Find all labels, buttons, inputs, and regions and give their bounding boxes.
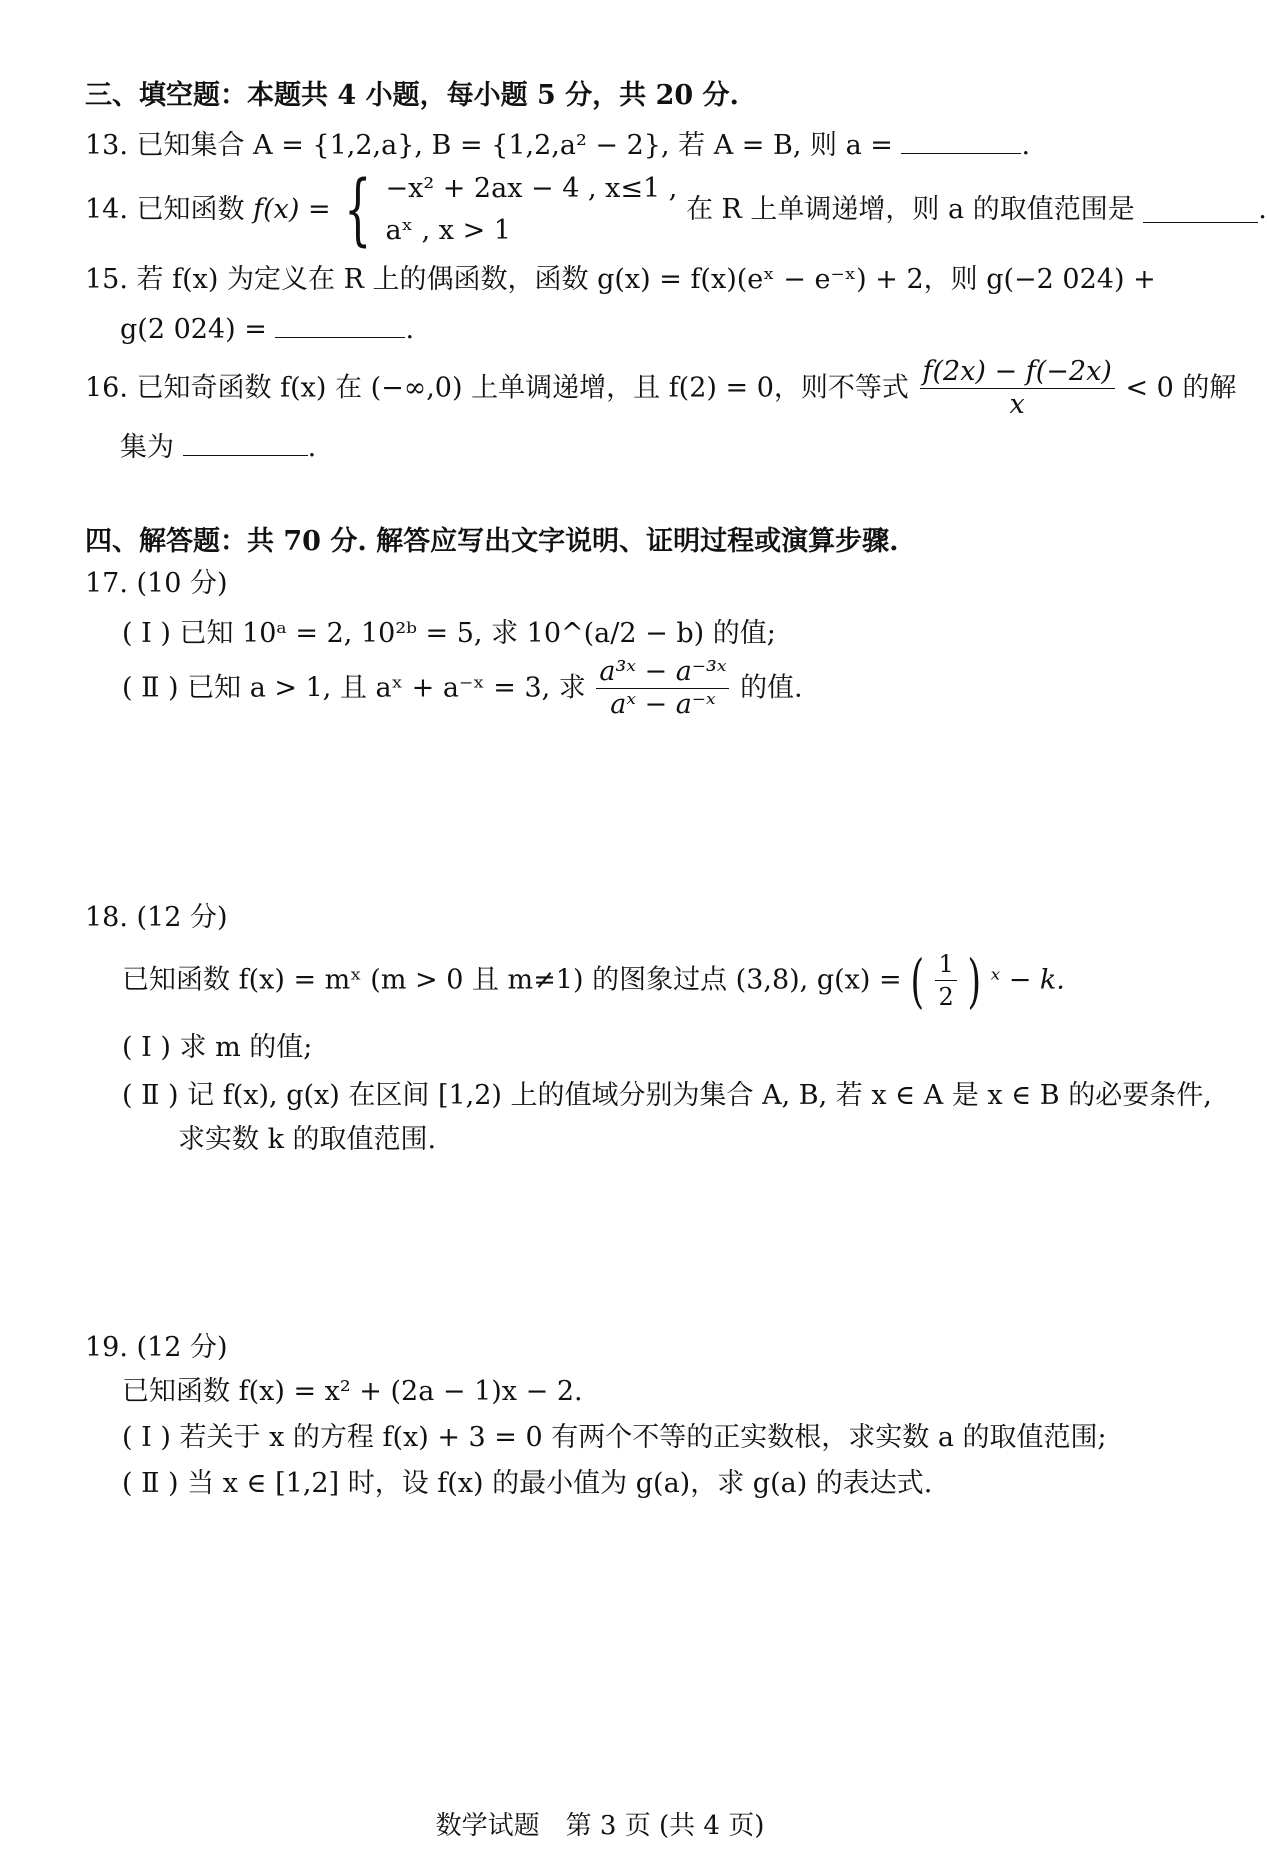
q18-header: 18. (12 分) bbox=[85, 902, 228, 933]
q15-line1: 若 f(x) 为定义在 R 上的偶函数，函数 g(x) = f(x)(eˣ − e⁻ˣ) + 2，则 g(−2 024) + bbox=[136, 264, 1156, 295]
q16-fraction bbox=[920, 356, 1115, 421]
q16-frac-numerator: f(2x) − f(−2x) bbox=[920, 356, 1115, 389]
q18-half-numerator: 1 bbox=[935, 948, 956, 981]
q13-answer-blank[interactable] bbox=[901, 129, 1021, 154]
q17-frac-numerator: a³ˣ − a⁻³ˣ bbox=[596, 656, 729, 689]
q14-func: f(x) = bbox=[253, 194, 331, 225]
question-16-line2 bbox=[120, 430, 316, 466]
q15-number: 15. bbox=[85, 264, 128, 295]
q17-frac-denominator: aˣ − a⁻ˣ bbox=[610, 689, 716, 720]
q15-end: . bbox=[405, 314, 415, 345]
question-14 bbox=[85, 165, 1267, 255]
q17-fraction bbox=[596, 656, 729, 721]
q18-stem-end: ˣ − k. bbox=[990, 964, 1065, 996]
q13-text: 已知集合 A = {1,2,a}, B = {1,2,a² − 2}, 若 A = B, 则 a = bbox=[136, 130, 893, 161]
q14-case2: aˣ , x > 1 bbox=[385, 215, 511, 246]
q18-half-fraction bbox=[935, 948, 956, 1013]
section4-title: 四、解答题：共 70 分. 解答应写出文字说明、证明过程或演算步骤. bbox=[85, 526, 899, 557]
q18-part2-line1: ( Ⅱ ) 记 f(x), g(x) 在区间 [1,2) 上的值域分别为集合 A, B, 若 x ∈ A 是 x ∈ B 的必要条件, bbox=[122, 1080, 1212, 1111]
q16-end: . bbox=[307, 432, 317, 463]
q13-number: 13. bbox=[85, 130, 128, 161]
q14-prefix: 已知函数 bbox=[136, 194, 245, 225]
q15-line2: g(2 024) = bbox=[120, 314, 267, 345]
question-13 bbox=[85, 128, 1030, 164]
q18-part1: ( Ⅰ ) 求 m 的值; bbox=[122, 1032, 313, 1063]
q14-answer-blank[interactable] bbox=[1143, 198, 1258, 223]
q18-paren-right: ) bbox=[967, 946, 982, 1015]
q17-part1: ( Ⅰ ) 已知 10ᵃ = 2, 10²ᵇ = 5, 求 10^(a/2 − b) 的值; bbox=[122, 618, 776, 649]
q17-part2-prefix: ( Ⅱ ) 已知 a > 1, 且 aˣ + a⁻ˣ = 3, 求 bbox=[122, 672, 586, 704]
q16-line2: 集为 bbox=[120, 432, 174, 463]
q14-cases bbox=[385, 168, 677, 252]
q14-number: 14. bbox=[85, 194, 128, 225]
question-15-line2 bbox=[120, 312, 414, 348]
q15-answer-blank[interactable] bbox=[275, 313, 405, 338]
q19-part1: ( Ⅰ ) 若关于 x 的方程 f(x) + 3 = 0 有两个不等的正实数根，求实数 a 的取值范围; bbox=[122, 1422, 1107, 1453]
q14-end: . bbox=[1258, 194, 1267, 225]
q16-answer-blank[interactable] bbox=[183, 431, 308, 456]
q18-half-denominator: 2 bbox=[938, 983, 954, 1011]
q18-stem bbox=[122, 948, 1065, 1024]
q14-suffix: 在 R 上单调递增，则 a 的取值范围是 bbox=[685, 194, 1135, 225]
q14-case1: −x² + 2ax − 4 , x≤1 , bbox=[385, 173, 678, 204]
q17-header: 17. (10 分) bbox=[85, 568, 228, 599]
page-footer: 数学试题 第 3 页 (共 4 页) bbox=[435, 1811, 765, 1841]
q18-stem-text: 已知函数 f(x) = mˣ (m > 0 且 m≠1) 的图象过点 (3,8), g(x) = bbox=[122, 964, 902, 996]
q19-header: 19. (12 分) bbox=[85, 1332, 228, 1363]
q19-part2: ( Ⅱ ) 当 x ∈ [1,2] 时，设 f(x) 的最小值为 g(a)，求 g(a) 的表达式. bbox=[122, 1468, 933, 1499]
q16-prefix: 已知奇函数 f(x) 在 (−∞,0) 上单调递增，且 f(2) = 0，则不等式 bbox=[136, 372, 909, 404]
question-16-line1 bbox=[85, 356, 1236, 426]
q16-number: 16. bbox=[85, 372, 128, 404]
question-15-line1 bbox=[85, 262, 1156, 298]
q18-part2-line2: 求实数 k 的取值范围. bbox=[178, 1124, 437, 1155]
q17-part2-suffix: 的值. bbox=[740, 672, 803, 704]
q13-end: . bbox=[1021, 130, 1031, 161]
section3-title: 三、填空题：本题共 4 小题，每小题 5 分，共 20 分. bbox=[85, 80, 739, 111]
q18-paren-left: ( bbox=[910, 946, 925, 1015]
q14-brace: { bbox=[344, 165, 372, 255]
q16-frac-denominator: x bbox=[1009, 389, 1025, 420]
q17-part2 bbox=[122, 656, 803, 732]
q16-suffix: < 0 的解 bbox=[1125, 372, 1237, 404]
q19-stem: 已知函数 f(x) = x² + (2a − 1)x − 2. bbox=[122, 1376, 583, 1407]
